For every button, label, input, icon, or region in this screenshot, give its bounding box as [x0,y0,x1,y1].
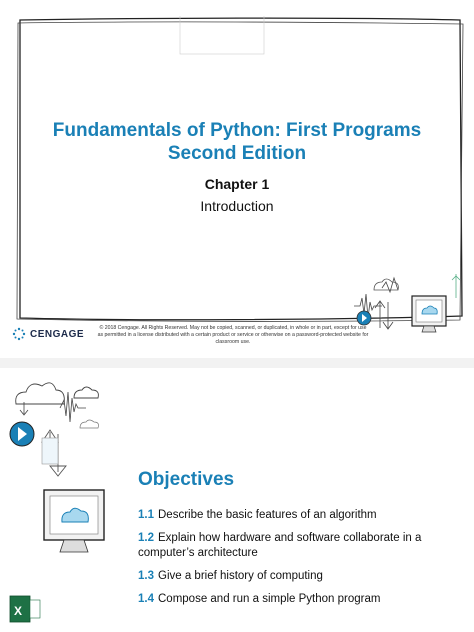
objectives-list [138,508,458,615]
play-icon [357,311,371,325]
copyright-notice [90,325,376,346]
objectives-heading: Objectives [138,469,235,490]
arrows-icon [375,301,393,329]
small-cloud-icon [80,420,99,428]
objective-number: 1.4 [138,593,154,605]
sparkle-icon [452,274,460,298]
copyright-line: © 2018 Cengage. All Rights Reserved. May not be copied, scanned, or duplicated, in whole or in part, except for use [99,325,367,331]
objective-number: 1.1 [138,509,154,521]
objective-text: Explain how hardware and software collaborate in a computer’s architecture [138,532,422,559]
cloud-icon [16,383,99,404]
slide-title-line-2: Second Edition [167,143,307,164]
arrows-icon [42,430,66,476]
copyright-line: as permitted in a license distributed with a certain product or service or otherwise on a password-protected website for [97,332,369,338]
list-item [138,531,458,561]
objective-text: Compose and run a simple Python program [158,593,381,605]
cengage-logo-icon [12,327,26,341]
list-item [138,508,458,523]
play-icon [10,422,34,446]
waveform-icon [20,392,86,422]
slide-divider [0,358,474,368]
monitor-icon [44,490,104,552]
objective-number: 1.2 [138,532,154,544]
svg-text:X: X [14,604,23,618]
objective-number: 1.3 [138,570,154,582]
sketch-decoration-left [4,372,114,628]
monitor-icon [412,296,446,332]
copyright-line: classroom use. [215,339,251,345]
slide-title-line-1: Fundamentals of Python: First Programs [52,120,422,141]
excel-icon [10,596,40,622]
chapter-subtitle: Introduction [200,198,274,214]
objective-text: Give a brief history of computing [158,570,323,582]
list-item [138,569,458,584]
objectives-slide [0,368,474,632]
chapter-label: Chapter 1 [204,176,270,192]
list-item [138,592,458,607]
objective-text: Describe the basic features of an algorithm [158,509,377,521]
cengage-logo [12,326,84,342]
cengage-logo-text: CENGAGE [30,328,85,340]
